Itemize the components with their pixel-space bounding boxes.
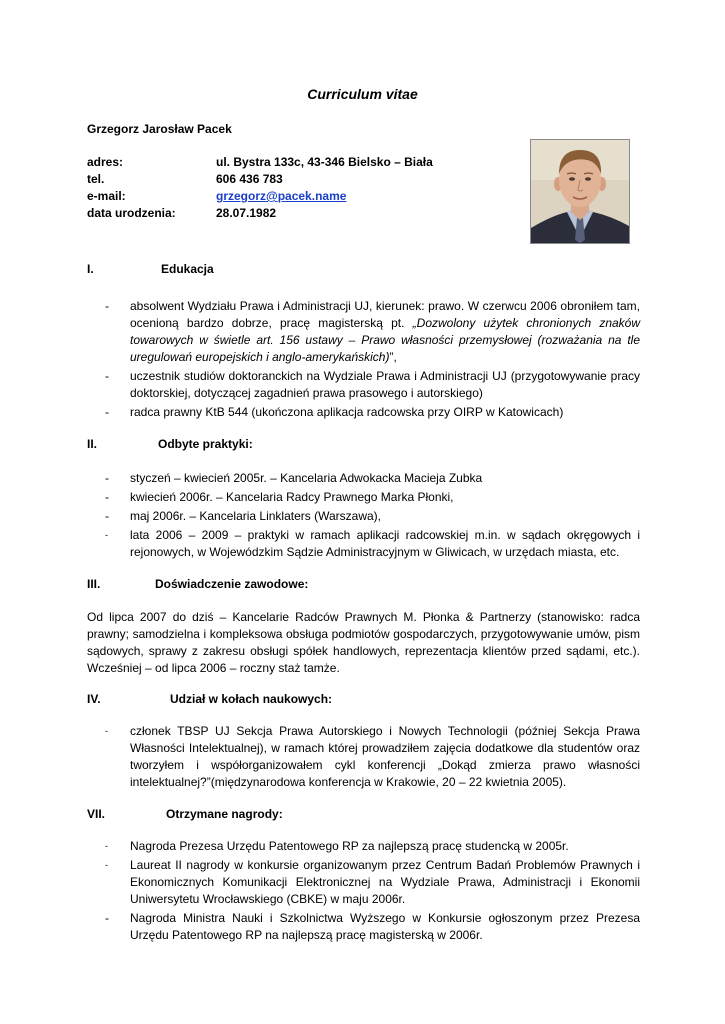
- list-item: [105, 857, 640, 908]
- section-number: III.: [87, 577, 101, 591]
- address-value: ul. Bystra 133c, 43-346 Bielsko – Biała: [216, 155, 433, 169]
- profile-photo: [530, 139, 630, 244]
- bullet-dash: -: [105, 490, 109, 504]
- document-title: Curriculum vitae: [307, 86, 418, 102]
- internship-text: maj 2006r. – Kancelaria Linklaters (Warszawa),: [130, 509, 381, 523]
- section-number: VII.: [87, 807, 106, 821]
- section-title: Udział w kołach naukowych:: [170, 692, 333, 706]
- section-number: II.: [87, 437, 98, 451]
- phone-value: 606 436 783: [216, 172, 283, 186]
- birthdate-value: 28.07.1982: [216, 206, 277, 220]
- section-awards-heading: [87, 806, 283, 822]
- email-link[interactable]: grzegorz@pacek.name: [216, 189, 347, 203]
- contact-row-address: [87, 154, 433, 171]
- contact-row-email: [87, 188, 433, 205]
- list-item: [105, 368, 640, 402]
- section-title: Edukacja: [161, 262, 214, 276]
- bullet-dash: -: [105, 860, 108, 870]
- contact-row-birthdate: [87, 205, 433, 222]
- award-text: Nagroda Prezesa Urzędu Patentowego RP za najlepszą pracę studencką w 2005r.: [130, 839, 569, 853]
- section-circles-heading: [87, 691, 333, 707]
- thesis-title: „Dozwolony użytek chronionych znaków towarowych w świetle art. 156 ustawy – Prawo własności przemysłowej (rozważania na tle uregulowań europejskich i anglo-amerykańskich): [130, 316, 641, 364]
- internship-text: lata 2006 – 2009 – praktyki w ramach aplikacji radcowskiej m.in. w sądach okręgowych i rejonowych, w Wojewódzkim Sądzie Administracyjnym w Gliwicach, w urzędach miasta, etc.: [130, 528, 640, 559]
- contact-label: tel.: [87, 172, 105, 186]
- bullet-dash: -: [105, 530, 108, 540]
- internship-text: styczeń – kwiecień 2005r. – Kancelaria Adwokacka Macieja Zubka: [130, 471, 483, 485]
- circles-list: [105, 723, 640, 793]
- section-number: I.: [87, 262, 94, 276]
- section-title: Odbyte praktyki:: [158, 437, 253, 451]
- circle-text: członek TBSP UJ Sekcja Prawa Autorskiego i Nowych Technologii (później Sekcja Prawa Własności Intelektualnej), w ramach której prowadziłem zajęcia dodatkowe dla studentów oraz tworzyłem i współorganizowałem cykl konferencji „Dokąd zmierza prawo własności intelektualnej?”(międzynarodowa konferencja w Krakowie, 20 – 22 kwietnia 2005).: [130, 724, 640, 789]
- bullet-dash: -: [105, 726, 108, 736]
- education-item-end: ”,: [389, 350, 397, 364]
- contact-label: adres:: [87, 155, 124, 169]
- list-item: [105, 404, 640, 421]
- award-text: Nagroda Ministra Nauki i Szkolnictwa Wyższego w Konkursie ogłoszonym przez Prezesa Urzędu Patentowego RP na najlepszą pracę magisterską w 2006r.: [130, 911, 640, 942]
- section-title: Doświadczenie zawodowe:: [155, 577, 309, 591]
- person-name: Grzegorz Jarosław Pacek: [87, 122, 232, 136]
- experience-paragraph: Od lipca 2007 do dziś – Kancelarie Radców Prawnych M. Płonka & Partnerzy (stanowisko: radca prawny; samodzielna i kompleksowa obsługa podmiotów gospodarczych, przygotowywanie umów, pism sądowych, sprawy z zakresu obsługi spółek handlowych, reprezentacja klientów przed sądami, etc.). Wcześniej – od lipca 2006 – roczny staż tamże.: [87, 610, 640, 675]
- bullet-dash: -: [105, 471, 109, 485]
- internship-text: kwiecień 2006r. – Kancelaria Radcy Prawnego Marka Płonki,: [130, 490, 454, 504]
- portrait-illustration: [531, 140, 629, 243]
- section-number: IV.: [87, 692, 101, 706]
- section-experience-heading: [87, 576, 309, 592]
- award-text: Laureat II nagrody w konkursie organizowanym przez Centrum Badań Problemów Prawnych i Ekonomicznych Komunikacji Elektronicznej na Wydziale Prawa, Administracji i Ekonomii Uniwersytetu Wrocławskiego (CBKE) w maju 2006r.: [130, 858, 640, 906]
- bullet-dash: -: [105, 299, 109, 313]
- list-item: [105, 298, 640, 366]
- internships-list: [105, 470, 640, 563]
- bullet-dash: -: [105, 911, 109, 925]
- contact-label: e-mail:: [87, 189, 126, 203]
- contact-label: data urodzenia:: [87, 206, 176, 220]
- list-item: [105, 527, 640, 561]
- education-list: [105, 298, 640, 423]
- section-internships-heading: [87, 436, 253, 452]
- bullet-dash: -: [105, 509, 109, 523]
- section-education-heading: [87, 261, 214, 277]
- education-item-text: uczestnik studiów doktoranckich na Wydziale Prawa i Administracji UJ (przygotowywanie pracy doktorskiej, dotyczącej zagadnień prawa prasowego i autorskiego): [130, 369, 640, 400]
- contact-block: [87, 154, 433, 222]
- education-item-text: radca prawny KtB 544 (ukończona aplikacja radcowska przy OIRP w Katowicach): [130, 405, 564, 419]
- section-title: Otrzymane nagrody:: [166, 807, 283, 821]
- list-item: [105, 910, 640, 944]
- bullet-dash: -: [105, 841, 108, 851]
- list-item: [105, 489, 640, 506]
- list-item: [105, 470, 640, 487]
- contact-row-phone: [87, 171, 433, 188]
- education-item-text: absolwent Wydziału Prawa i Administracji UJ, kierunek: prawo. W czerwcu 2006 obroniłem tam, ocenioną bardzo dobrze, pracę magisterską pt.: [130, 299, 640, 330]
- awards-list: [105, 838, 640, 946]
- list-item: [105, 723, 640, 791]
- bullet-dash: -: [105, 405, 109, 419]
- list-item: [105, 508, 640, 525]
- list-item: [105, 838, 640, 855]
- bullet-dash: -: [105, 369, 109, 383]
